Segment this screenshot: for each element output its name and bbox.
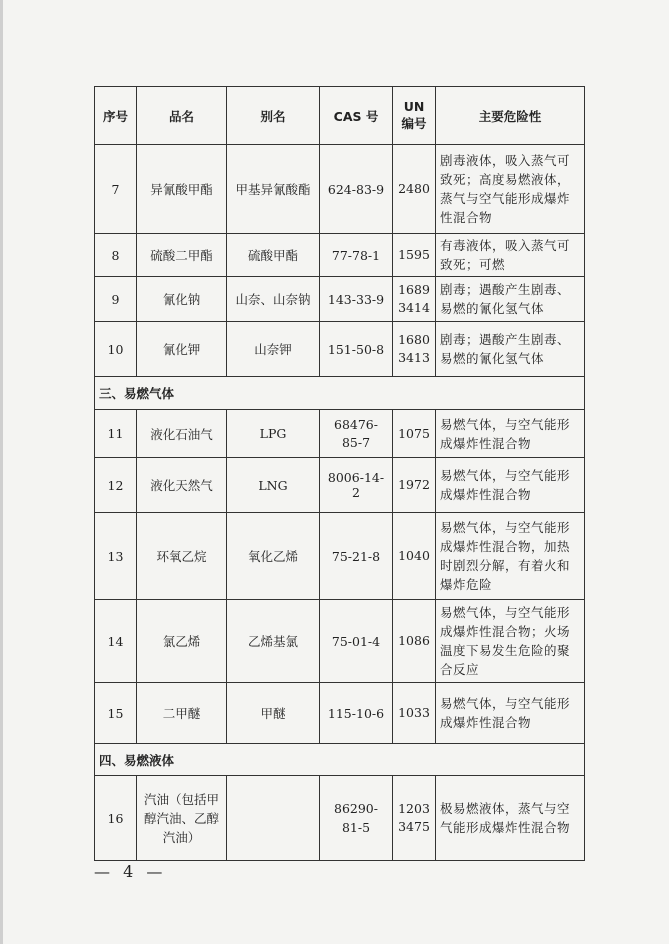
cell-hazard: 易燃气体，与空气能形成爆炸性混合物 xyxy=(436,683,585,744)
section-heading-flammable-gases: 三、易燃气体 xyxy=(95,377,585,410)
header-cas: CAS 号 xyxy=(320,87,393,145)
table-row xyxy=(95,776,585,861)
table-row xyxy=(95,600,585,683)
cell-cas: 8006-14-2 xyxy=(320,458,393,513)
cell-hazard: 剧毒；遇酸产生剧毒、易燃的氰化氢气体 xyxy=(436,277,585,322)
section-row xyxy=(95,744,585,776)
cell-name: 氰化钾 xyxy=(137,322,227,377)
table-row xyxy=(95,234,585,277)
cell-name: 硫酸二甲酯 xyxy=(137,234,227,277)
cell-alias: 硫酸甲酯 xyxy=(227,234,320,277)
header-un xyxy=(393,87,436,145)
cell-seq: 15 xyxy=(95,683,137,744)
page-number: — 4 — xyxy=(94,862,167,881)
cell-hazard: 有毒液体，吸入蒸气可致死；可燃 xyxy=(436,234,585,277)
cell-un xyxy=(393,322,436,377)
cell-un xyxy=(393,277,436,322)
cell-seq: 11 xyxy=(95,410,137,458)
cell-cas: 115-10-6 xyxy=(320,683,393,744)
cell-seq: 13 xyxy=(95,513,137,600)
un-value: 3475 xyxy=(398,819,430,834)
cell-seq: 7 xyxy=(95,145,137,234)
cell-alias: LNG xyxy=(227,458,320,513)
cell-seq: 12 xyxy=(95,458,137,513)
section-row xyxy=(95,377,585,410)
cell-name: 氯乙烯 xyxy=(137,600,227,683)
un-value: 1689 xyxy=(398,282,430,297)
cell-cas: 75-21-8 xyxy=(320,513,393,600)
cell-un xyxy=(393,776,436,861)
cell-un xyxy=(393,600,436,683)
cell-alias: LPG xyxy=(227,410,320,458)
scan-edge xyxy=(0,0,3,944)
cell-un xyxy=(393,513,436,600)
table-row xyxy=(95,145,585,234)
cell-un xyxy=(393,410,436,458)
table-row xyxy=(95,277,585,322)
cell-cas: 624-83-9 xyxy=(320,145,393,234)
cell-alias: 甲基异氰酸酯 xyxy=(227,145,320,234)
un-value: 1680 xyxy=(398,332,430,347)
header-un-line2: 编号 xyxy=(401,116,427,131)
cell-seq: 8 xyxy=(95,234,137,277)
un-value: 1040 xyxy=(398,548,430,563)
un-value: 3413 xyxy=(398,350,430,365)
table-row xyxy=(95,322,585,377)
cell-un xyxy=(393,683,436,744)
table-header-row xyxy=(95,87,585,145)
cell-cas: 68476-85-7 xyxy=(320,410,393,458)
cell-cas: 143-33-9 xyxy=(320,277,393,322)
header-seq: 序号 xyxy=(95,87,137,145)
cell-un xyxy=(393,458,436,513)
cell-name: 环氧乙烷 xyxy=(137,513,227,600)
document-page xyxy=(94,86,584,861)
cell-alias xyxy=(227,776,320,861)
hazardous-chemicals-table xyxy=(94,86,585,861)
un-value: 1033 xyxy=(398,705,430,720)
cell-hazard: 易燃气体，与空气能形成爆炸性混合物 xyxy=(436,458,585,513)
cell-name: 异氰酸甲酯 xyxy=(137,145,227,234)
table-row xyxy=(95,513,585,600)
table-row xyxy=(95,683,585,744)
cell-alias: 乙烯基氯 xyxy=(227,600,320,683)
cell-cas: 77-78-1 xyxy=(320,234,393,277)
un-value: 3414 xyxy=(398,300,430,315)
cell-name: 液化天然气 xyxy=(137,458,227,513)
cell-alias: 山奈、山奈钠 xyxy=(227,277,320,322)
cell-alias: 氧化乙烯 xyxy=(227,513,320,600)
section-heading-flammable-liquids: 四、易燃液体 xyxy=(95,744,585,776)
cell-alias: 甲醚 xyxy=(227,683,320,744)
cell-hazard: 剧毒；遇酸产生剧毒、易燃的氰化氢气体 xyxy=(436,322,585,377)
cell-seq: 16 xyxy=(95,776,137,861)
un-value: 1203 xyxy=(398,801,430,816)
table-row xyxy=(95,410,585,458)
header-name: 品名 xyxy=(137,87,227,145)
cell-hazard: 易燃气体，与空气能形成爆炸性混合物，加热时剧烈分解，有着火和爆炸危险 xyxy=(436,513,585,600)
un-value: 1086 xyxy=(398,633,430,648)
table-row xyxy=(95,458,585,513)
un-value: 1972 xyxy=(398,477,430,492)
header-hazard: 主要危险性 xyxy=(436,87,585,145)
un-value: 1595 xyxy=(398,247,430,262)
header-un-line1: UN xyxy=(403,99,425,114)
cell-hazard: 易燃气体，与空气能形成爆炸性混合物；火场温度下易发生危险的聚合反应 xyxy=(436,600,585,683)
cell-name: 二甲醚 xyxy=(137,683,227,744)
cell-seq: 14 xyxy=(95,600,137,683)
cell-hazard: 极易燃液体，蒸气与空气能形成爆炸性混合物 xyxy=(436,776,585,861)
cell-alias: 山奈钾 xyxy=(227,322,320,377)
cell-cas: 75-01-4 xyxy=(320,600,393,683)
header-alias: 别名 xyxy=(227,87,320,145)
cell-name: 汽油（包括甲醇汽油、乙醇汽油） xyxy=(137,776,227,861)
cell-hazard: 易燃气体，与空气能形成爆炸性混合物 xyxy=(436,410,585,458)
cell-un xyxy=(393,145,436,234)
un-value: 1075 xyxy=(398,425,430,441)
cell-cas: 86290-81-5 xyxy=(320,776,393,861)
cell-seq: 10 xyxy=(95,322,137,377)
un-value: 2480 xyxy=(398,181,430,196)
cell-hazard: 剧毒液体，吸入蒸气可致死；高度易燃液体，蒸气与空气能形成爆炸性混合物 xyxy=(436,145,585,234)
cell-seq: 9 xyxy=(95,277,137,322)
cell-cas: 151-50-8 xyxy=(320,322,393,377)
cell-name: 液化石油气 xyxy=(137,410,227,458)
cell-name: 氰化钠 xyxy=(137,277,227,322)
cell-un xyxy=(393,234,436,277)
